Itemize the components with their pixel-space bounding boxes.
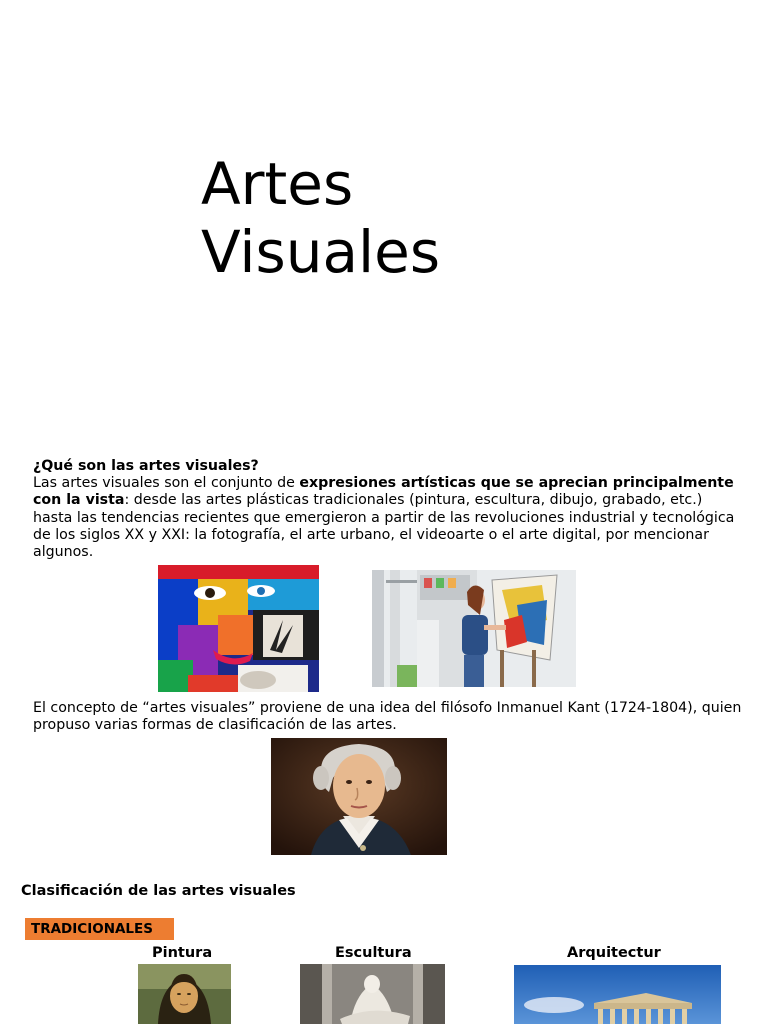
intro-text-after: : desde las artes plásticas tradicionales (pintura, escultura, dibujo, grabado, etc.) hasta las tendencias recientes que emergieron a partir de las revoluciones industrial y tecnológica de los siglos XX y XXI: la fotografía, el arte urbano, el videoarte o el arte digital, por mencionar algunos. <box>33 492 735 561</box>
parthenon-architecture-image <box>514 965 721 1024</box>
mona-lisa-image <box>138 964 231 1024</box>
kant-portrait-image <box>271 738 447 855</box>
colorful-face-painting-image <box>158 565 319 692</box>
intro-question: ¿Qué son las artes visuales? <box>33 458 259 474</box>
intro-paragraph <box>33 458 745 561</box>
title-line-2: Visuales <box>201 218 441 286</box>
painter-studio-image <box>372 570 576 687</box>
kant-paragraph: El concepto de “artes visuales” proviene de una idea del filósofo Inmanuel Kant (1724-1804), quien propuso varias formas de clasificación de las artes. <box>33 700 742 734</box>
pieta-sculpture-image <box>300 964 445 1024</box>
intro-text-bold: expresiones artísticas que se aprecian principalmente con la vista <box>33 475 734 509</box>
traditional-badge: TRADICIONALES <box>25 918 174 940</box>
classification-title: Clasificación de las artes visuales <box>21 883 296 899</box>
title-line-1: Artes <box>201 150 354 218</box>
page-title <box>201 150 440 286</box>
escultura-label: Escultura <box>335 945 412 961</box>
intro-text-before: Las artes visuales son el conjunto de <box>33 475 300 492</box>
pintura-label: Pintura <box>152 945 213 961</box>
arquitectura-label: Arquitectur <box>567 945 661 961</box>
